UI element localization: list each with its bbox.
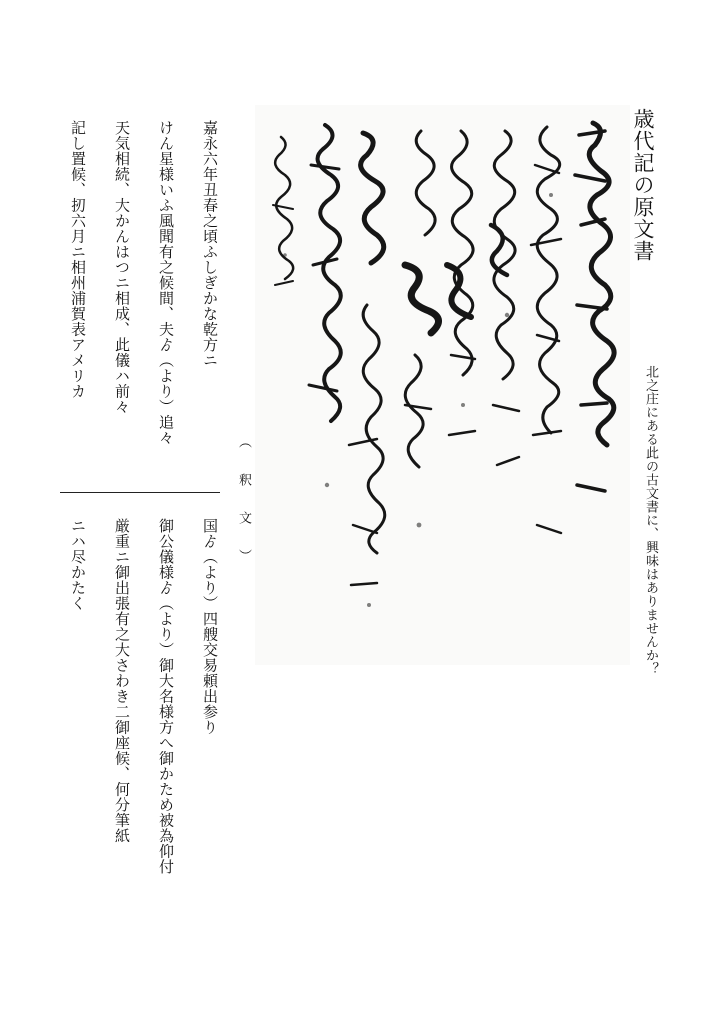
divider-rule (60, 492, 220, 493)
manuscript-image (255, 105, 630, 665)
transcription-label: （ 釈 文 ） (236, 435, 251, 568)
transcription-upper-line-1: 嘉永六年丑春之頃ふしぎかな乾方ニ (201, 120, 219, 368)
transcription-upper-line-4: 記し置候、扨六月ニ相州浦賀表アメリカ (69, 120, 87, 399)
page-title: 歳代記の原文書 (631, 108, 655, 262)
page-subtitle: 北之庄にある此の古文書に、興味はありませんか？ (643, 365, 658, 676)
transcription-upper-line-2: けん星様いふ風聞有之候間、夫ゟ（より）追々 (157, 120, 175, 446)
transcription-lower-line-1: 国ゟ（より）四艘交易頼出参り (201, 518, 219, 735)
transcription-lower-line-4: ニハ尽かたく (69, 518, 87, 611)
transcription-lower-line-3: 厳重ニ御出張有之大さわき二御座候、何分筆紙 (113, 518, 131, 844)
transcription-lower-line-2: 御公儀様ゟ（より）御大名様方へ御かため被為仰付 (157, 518, 175, 875)
transcription-upper-line-3: 天気相続、大かんはつニ相成、此儀ハ前々 (113, 120, 131, 415)
